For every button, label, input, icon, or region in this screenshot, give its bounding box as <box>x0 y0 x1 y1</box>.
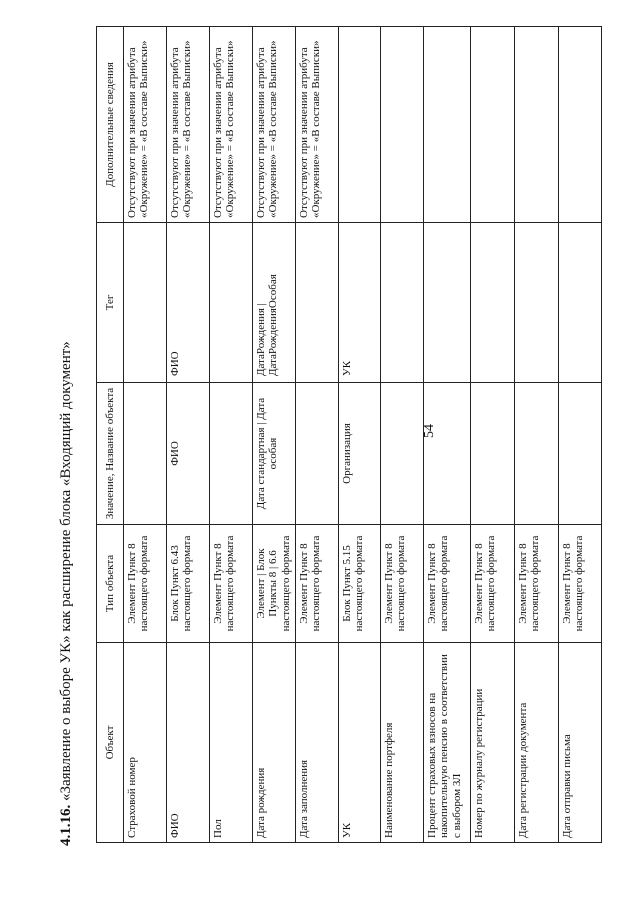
table-row <box>253 27 296 843</box>
cell-value <box>124 383 167 525</box>
cell-value: ФИО <box>167 383 210 525</box>
table-row <box>471 27 515 843</box>
cell-tag <box>296 223 339 383</box>
cell-type: Элемент Пункт 8 настоящего формата <box>381 525 424 643</box>
cell-type: Элемент Пункт 8 настоящего формата <box>296 525 339 643</box>
cell-object: Наименование портфеля <box>381 643 424 843</box>
cell-object: Номер по журналу регистрации <box>471 643 515 843</box>
cell-value: Дата стандартная | Дата особая <box>253 383 296 525</box>
cell-info: Отсутствуют при значении атрибута «Окружение» = «В составе Выписки» <box>167 27 210 223</box>
column-header-object: Объект <box>97 643 124 843</box>
cell-info <box>515 27 559 223</box>
table-header-row <box>97 27 124 843</box>
cell-object: Пол <box>210 643 253 843</box>
cell-object: Дата рождения <box>253 643 296 843</box>
cell-info <box>381 27 424 223</box>
rotated-table-wrapper <box>96 27 616 843</box>
cell-info: Отсутствуют при значении атрибута «Окружение» = «В составе Выписки» <box>253 27 296 223</box>
cell-type: Элемент Пункт 8 настоящего формата <box>515 525 559 643</box>
cell-object: Дата заполнения <box>296 643 339 843</box>
page-number: 54 <box>422 424 437 438</box>
table-row <box>167 27 210 843</box>
cell-value <box>210 383 253 525</box>
section-title: «Заявление о выборе УК» как расширение блока «Входящий документ» <box>58 341 74 801</box>
cell-info <box>424 27 471 223</box>
cell-info <box>559 27 602 223</box>
cell-value <box>515 383 559 525</box>
cell-tag <box>210 223 253 383</box>
cell-tag: ДатаРождения | ДатаРожденияОсобая <box>253 223 296 383</box>
cell-tag <box>381 223 424 383</box>
cell-value <box>559 383 602 525</box>
cell-type: Блок Пункт 6.43 настоящего формата <box>167 525 210 643</box>
extension-block-table <box>96 26 602 843</box>
table-row <box>296 27 339 843</box>
cell-tag <box>424 223 471 383</box>
cell-tag: УК <box>339 223 381 383</box>
cell-type: Элемент Пункт 8 настоящего формата <box>124 525 167 643</box>
column-header-value: Значение, Название объекта <box>97 383 124 525</box>
cell-object: Страховой номер <box>124 643 167 843</box>
table-row <box>424 27 471 843</box>
cell-type: Блок Пункт 5.15 настоящего формата <box>339 525 381 643</box>
cell-value <box>381 383 424 525</box>
cell-value <box>424 383 471 525</box>
cell-tag: ФИО <box>167 223 210 383</box>
column-header-tag: Тег <box>97 223 124 383</box>
cell-type: Элемент | Блок Пункты 8 | 6.6 настоящего формата <box>253 525 296 643</box>
cell-info: Отсутствуют при значении атрибута «Окружение» = «В составе Выписки» <box>296 27 339 223</box>
section-number: 4.1.16. <box>58 804 74 846</box>
table-row <box>559 27 602 843</box>
column-header-type: Тип объекта <box>97 525 124 643</box>
cell-object: ФИО <box>167 643 210 843</box>
cell-value: Организация <box>339 383 381 525</box>
table-row <box>210 27 253 843</box>
cell-type: Элемент Пункт 8 настоящего формата <box>559 525 602 643</box>
cell-info: Отсутствуют при значении атрибута «Окружение» = «В составе Выписки» <box>124 27 167 223</box>
cell-info <box>339 27 381 223</box>
cell-object: Дата отправки письма <box>559 643 602 843</box>
table-row <box>124 27 167 843</box>
cell-value <box>296 383 339 525</box>
cell-tag <box>124 223 167 383</box>
cell-type: Элемент Пункт 8 настоящего формата <box>424 525 471 643</box>
cell-type: Элемент Пункт 8 настоящего формата <box>210 525 253 643</box>
table-row <box>339 27 381 843</box>
cell-tag <box>559 223 602 383</box>
cell-object: УК <box>339 643 381 843</box>
table-row <box>515 27 559 843</box>
cell-type: Элемент Пункт 8 настоящего формата <box>471 525 515 643</box>
table-row <box>381 27 424 843</box>
column-header-info: Дополнительные сведения <box>97 27 124 223</box>
cell-value <box>471 383 515 525</box>
cell-object: Процент страховых взносов на накопительную пенсию в соответствии с выбором ЗЛ <box>424 643 471 843</box>
cell-info: Отсутствуют при значении атрибута «Окружение» = «В составе Выписки» <box>210 27 253 223</box>
cell-object: Дата регистрации документа <box>515 643 559 843</box>
cell-info <box>471 27 515 223</box>
section-heading <box>58 341 75 846</box>
cell-tag <box>471 223 515 383</box>
cell-tag <box>515 223 559 383</box>
